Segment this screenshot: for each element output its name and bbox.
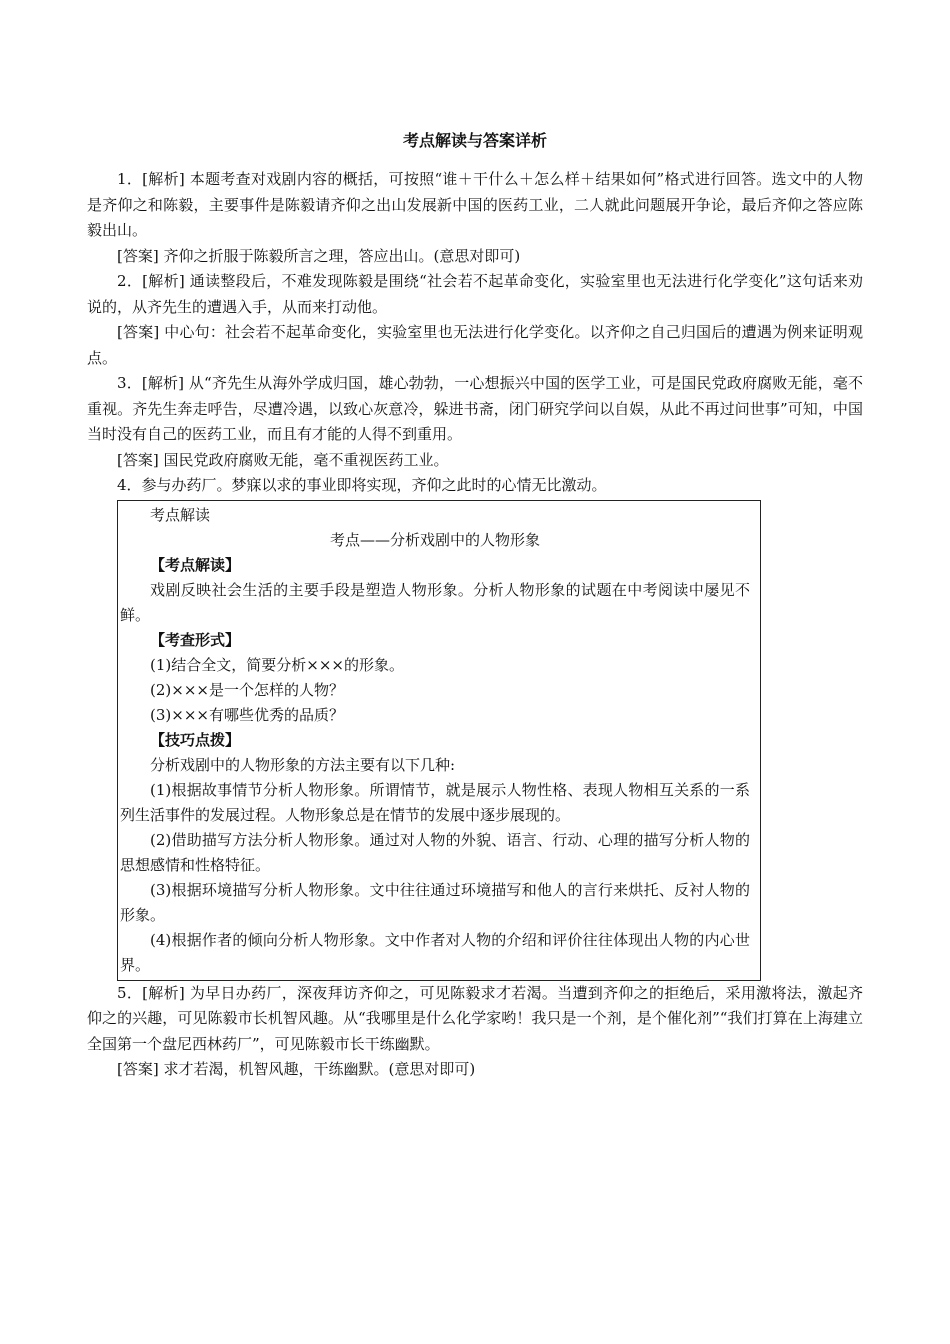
box-subtitle: 考点——分析戏剧中的人物形象 (329, 530, 540, 549)
q2-answer (87, 320, 863, 371)
q3-answer (87, 448, 863, 474)
q1-analysis-text: 本题考查对戏剧内容的概括，可按照“谁＋干什么＋怎么样＋结果如何”格式进行回答。选文中的人物是齐仰之和陈毅，主要事件是陈毅请齐仰之出山发展新中国的医药工业，二人就此问题展开争论，最后齐仰之答应陈毅出山。 (87, 170, 863, 239)
q5-analysis (87, 981, 863, 1058)
document-page (87, 128, 863, 1083)
q5-answer-text: 求才若渴，机智风趣，干练幽默。(意思对即可) (163, 1060, 476, 1078)
q1-answer-text: 齐仰之折服于陈毅所言之理，答应出山。(意思对即可) (163, 246, 521, 265)
box-section-tips: 【技巧点拨】 (150, 730, 241, 749)
q3-analysis (87, 371, 863, 448)
box-tip-item: (4)根据作者的倾向分析人物形象。文中作者对人物的介绍和评价往往体现出人物的内心世界。 (120, 930, 750, 974)
q5-analysis-text: 为早日办药厂，深夜拜访齐仰之，可见陈毅求才若渴。当遭到齐仰之的拒绝后，采用激将法，激起齐仰之的兴趣，可见陈毅市长机智风趣。从“我哪里是什么化学家哟！我只是一个剂，是个催化剂”“我们打算在上海建立全国第一个盘尼西林药厂”，可见陈毅市长干练幽默。 (87, 983, 863, 1053)
q1-analysis-label: 1．[解析] (117, 170, 185, 188)
q5-answer-label: [答案] (117, 1060, 159, 1078)
box-heading: 考点解读 (150, 505, 211, 524)
box-form-item: (2)×××是一个怎样的人物？ (150, 680, 344, 699)
box-section-interpretation-text: 戏剧反映社会生活的主要手段是塑造人物形象。分析人物形象的试题在中考阅读中屡见不鲜。 (120, 580, 750, 624)
q2-analysis-text: 通读整段后，不难发现陈毅是围绕“社会若不起革命变化，实验室里也无法进行化学变化”这句话来劝说的，从齐先生的遭遇入手，从而来打动他。 (87, 272, 863, 316)
q3-analysis-label: 3．[解析] (117, 374, 184, 392)
q3-analysis-text: 从“齐先生从海外学成归国，雄心勃勃，一心想振兴中国的医学工业，可是国民党政府腐败无能，毫不重视。齐先生奔走呼告，尽遭冷遇，以致心灰意冷，躲进书斋，闭门研究学问以自娱，从此不再过问世事”可知，中国当时没有自己的医药工业，而且有才能的人得不到重用。 (87, 374, 863, 443)
q2-analysis (87, 269, 863, 320)
box-form-item: (3)×××有哪些优秀的品质？ (150, 705, 344, 724)
q3-answer-text: 国民党政府腐败无能，毫不重视医药工业。 (163, 450, 449, 469)
q4-text: 4．参与办药厂。梦寐以求的事业即将实现，齐仰之此时的心情无比激动。 (117, 476, 607, 494)
q2-answer-label: [答案] (117, 323, 160, 341)
box-tips-intro: 分析戏剧中的人物形象的方法主要有以下几种: (150, 755, 456, 774)
q1-answer (87, 244, 863, 270)
box-form-item: (1)结合全文，简要分析×××的形象。 (150, 655, 404, 674)
q5-analysis-label: 5．[解析] (117, 983, 185, 1002)
page-title: 考点解读与答案详析 (402, 131, 547, 150)
q3-answer-label: [答案] (117, 450, 159, 469)
box-tip-item: (3)根据环境描写分析人物形象。文中往往通过环境描写和他人的言行来烘托、反衬人物的形象。 (120, 880, 750, 924)
q1-analysis (87, 167, 863, 244)
q2-answer-text: 中心句：社会若不起革命变化，实验室里也无法进行化学变化。以齐仰之自己归国后的遭遇为例来证明观点。 (87, 323, 863, 367)
q5-answer (87, 1057, 863, 1083)
q1-answer-label: [答案] (117, 246, 159, 265)
q2-analysis-label: 2．[解析] (117, 272, 185, 290)
box-section-interpretation: 【考点解读】 (150, 555, 241, 574)
exam-point-box (117, 500, 761, 981)
box-tip-item: (2)借助描写方法分析人物形象。通过对人物的外貌、语言、行动、心理的描写分析人物的思想感情和性格特征。 (120, 830, 750, 874)
box-section-forms: 【考查形式】 (150, 630, 241, 649)
box-tip-item: (1)根据故事情节分析人物形象。所谓情节，就是展示人物性格、表现人物相互关系的一系列生活事件的发展过程。人物形象总是在情节的发展中逐步展现的。 (120, 780, 750, 824)
